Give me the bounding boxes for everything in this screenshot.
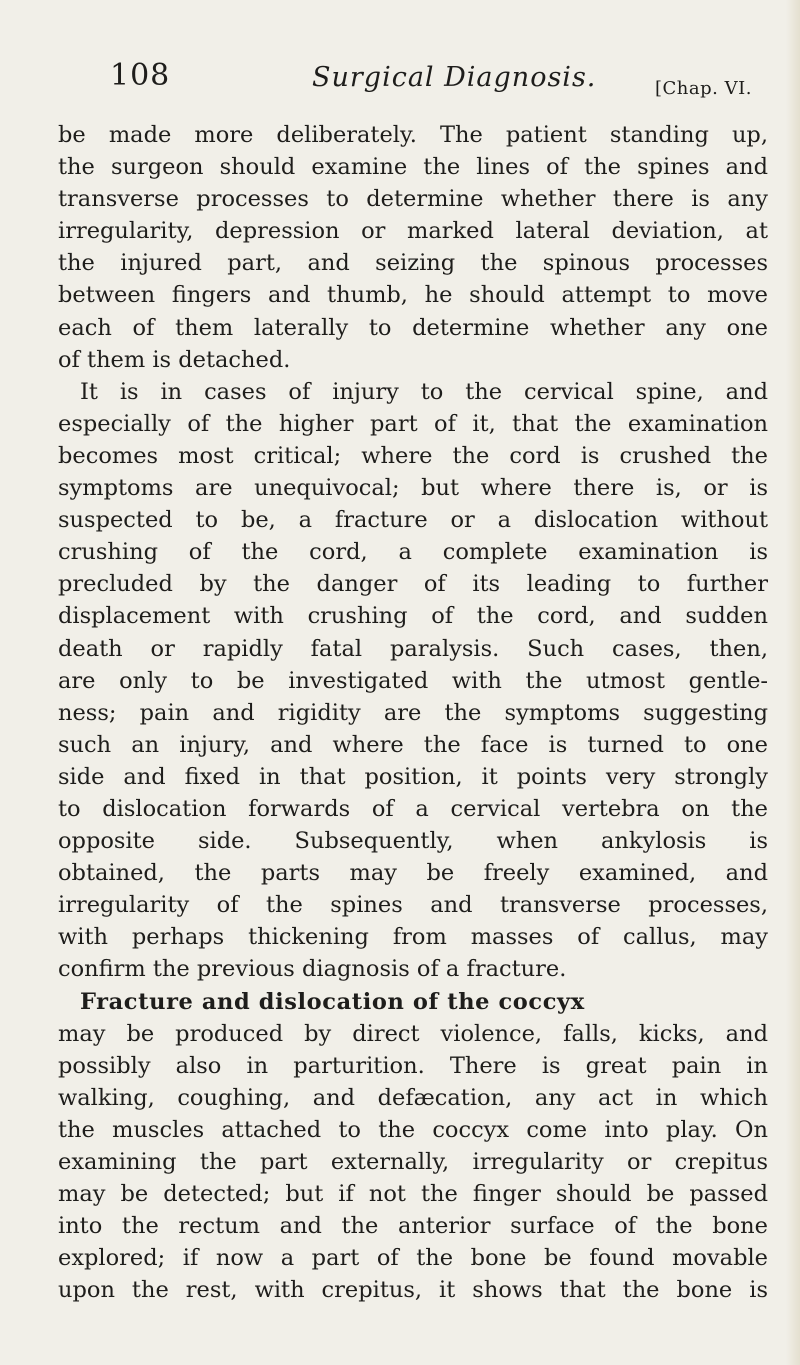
text-line: transverse processes to determine whether there is any xyxy=(58,186,768,213)
text-line: be made more deliberately. The patient standing up, xyxy=(58,122,768,148)
page-header xyxy=(0,58,800,98)
body-text xyxy=(58,119,768,1306)
chapter-label: [Chap. VI. xyxy=(655,78,752,99)
text-line: with perhaps thickening from masses of callus, may xyxy=(58,924,768,951)
text-line: suspected to be, a fracture or a dislocation without xyxy=(58,507,768,534)
text-line: crushing of the cord, a complete examination is xyxy=(58,539,768,566)
page-number: 108 xyxy=(110,58,171,93)
text-line: the injured part, and seizing the spinous processes xyxy=(58,250,768,277)
text-line: are only to be investigated with the utmost gentle- xyxy=(58,667,768,694)
text-line: examining the part externally, irregularity or crepitus xyxy=(58,1149,768,1175)
text-line: side and fixed in that position, it points very strongly xyxy=(58,763,768,790)
text-line: opposite side. Subsequently, when ankylosis is xyxy=(58,828,768,855)
text-line: may be detected; but if not the finger should be passed xyxy=(58,1181,768,1208)
section-heading-line xyxy=(58,986,768,1018)
text-line: of them is detached. xyxy=(58,346,291,373)
text-line: becomes most critical; where the cord is crushed the xyxy=(58,442,768,469)
text-line: explored; if now a part of the bone be found movable xyxy=(58,1245,768,1272)
text-line: irregularity, depression or marked lateral deviation, at xyxy=(58,218,768,245)
section-heading: Fracture and dislocation of the coccyx xyxy=(80,988,585,1015)
text-line: to dislocation forwards of a cervical vertebra on the xyxy=(58,795,768,822)
page-edge xyxy=(786,0,800,1365)
text-line: especially of the higher part of it, that the examination xyxy=(58,410,768,437)
text-line: obtained, the parts may be freely examined, and xyxy=(58,860,768,887)
text-line: confirm the previous diagnosis of a fracture. xyxy=(58,956,567,983)
text-line: possibly also in parturition. There is great pain in xyxy=(58,1052,768,1079)
text-line: precluded by the danger of its leading to further xyxy=(58,571,768,598)
text-line: between fingers and thumb, he should attempt to move xyxy=(58,282,768,309)
text-line: such an injury, and where the face is turned to one xyxy=(58,731,768,758)
text-line: the muscles attached to the coccyx come into play. On xyxy=(58,1116,768,1143)
text-line: irregularity of the spines and transverse processes, xyxy=(58,892,768,919)
text-line: into the rectum and the anterior surface of the bone xyxy=(58,1213,768,1240)
paragraph-start: It is in cases of injury to the cervical spine, and xyxy=(80,378,768,405)
text-line: displacement with crushing of the cord, and sudden xyxy=(58,603,768,630)
text-line: symptoms are unequivocal; but where there is, or is xyxy=(58,475,768,502)
running-title: Surgical Diagnosis. xyxy=(312,62,597,93)
text-line: death or rapidly fatal paralysis. Such cases, then, xyxy=(58,635,768,662)
text-line: upon the rest, with crepitus, it shows that the bone is xyxy=(58,1277,768,1304)
text-line: ness; pain and rigidity are the symptoms suggesting xyxy=(58,699,768,726)
text-line: the surgeon should examine the lines of the spines and xyxy=(58,154,768,181)
text-line: may be produced by direct violence, falls, kicks, and xyxy=(58,1020,768,1047)
text-line: walking, coughing, and defæcation, any act in which xyxy=(58,1084,768,1111)
text-line: each of them laterally to determine whether any one xyxy=(58,314,768,341)
